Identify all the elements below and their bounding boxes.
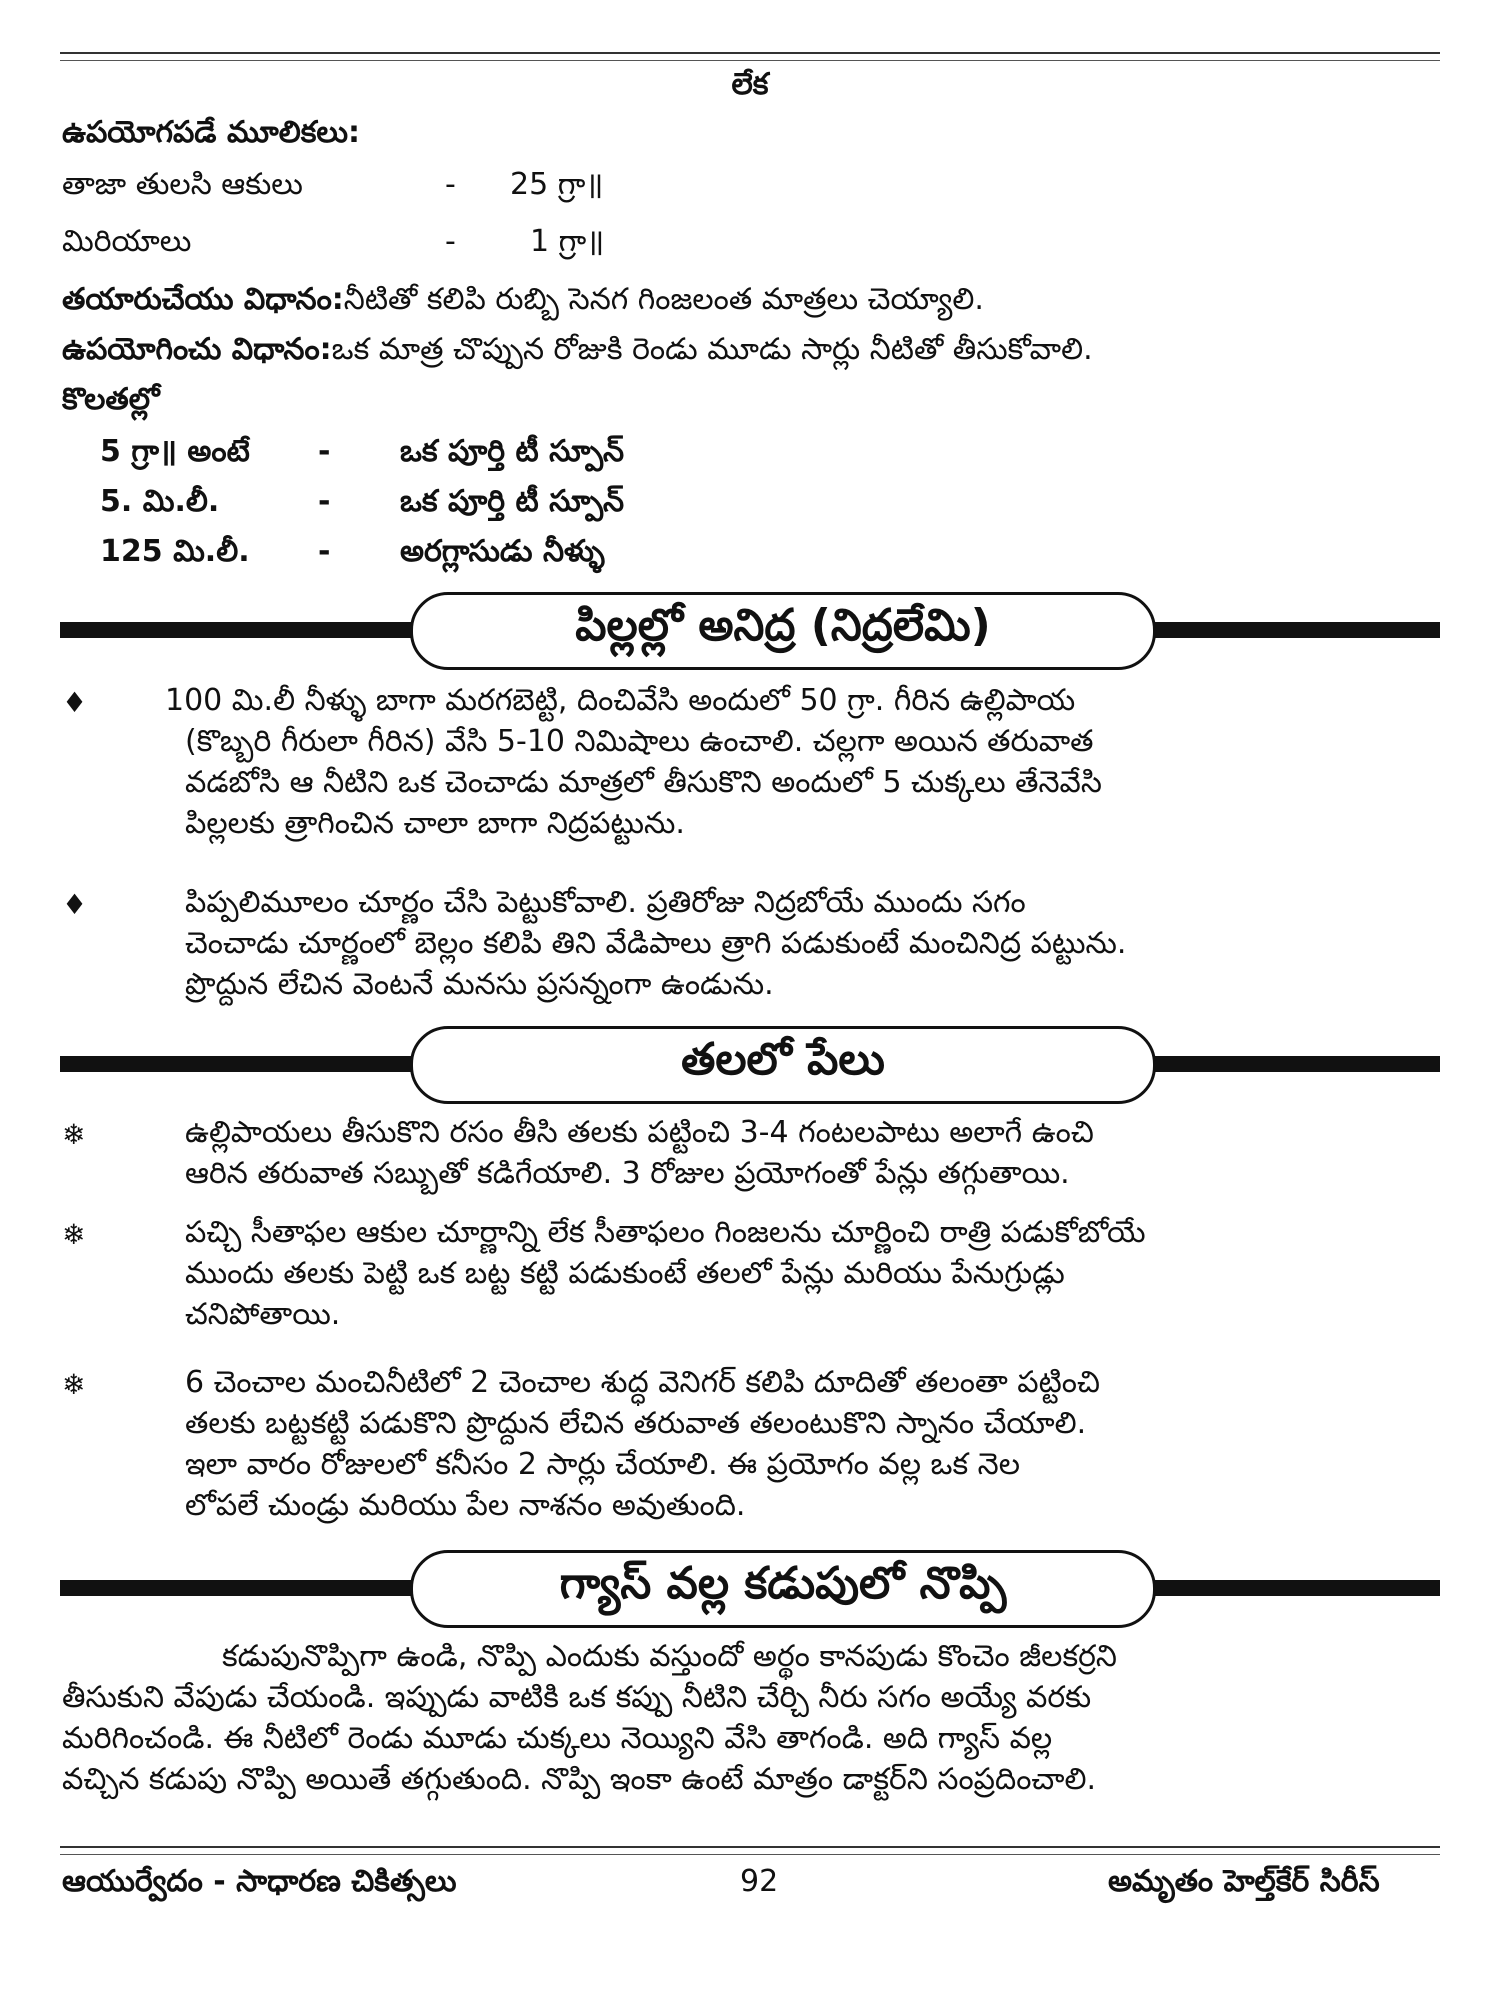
text-line: ఉల్లిపాయలు తీసుకొని రసం తీసి తలకు పట్టించి 3-4 గంటలపాటు అలాగే ఉంచి bbox=[185, 1115, 1094, 1150]
measure-dash: - bbox=[318, 484, 331, 519]
text-line: ఇలా వారం రోజులలో కనీసం 2 సార్లు చేయాలి. ఈ ప్రయోగం వల్ల ఒక నెల bbox=[185, 1447, 1020, 1482]
measures-heading: కొలతల్లో bbox=[62, 382, 160, 417]
text-line: తలకు బట్టకట్టి పడుకొని ప్రొద్దున లేచిన తరువాత తలంటుకొని స్నానం చేయాలి. bbox=[185, 1406, 1087, 1441]
snowflake-bullet-icon: ❄ bbox=[62, 1118, 86, 1151]
usage-label: ఉపయోగించు విధానం: bbox=[62, 332, 332, 367]
herb-dash: - bbox=[445, 224, 456, 259]
measure-equals: ఒక పూర్తి టీ స్పూన్ bbox=[400, 484, 625, 519]
bottom-rule-thin bbox=[60, 1854, 1440, 1855]
text-line: చెంచాడు చూర్ణంలో బెల్లం కలిపి తిని వేడిపాలు త్రాగి పడుకుంటే మంచినిద్ర పట్టును. bbox=[185, 926, 1127, 961]
text-line: (కొబ్బరి గీరులా గీరిన) వేసి 5-10 నిమిషాలు ఉంచాలి. చల్లగా అయిన తరువాత bbox=[185, 724, 1094, 759]
preparation-line bbox=[62, 280, 1462, 320]
footer-series-name: అమృతం హెల్త్‌కేర్ సిరీస్ bbox=[1108, 1864, 1380, 1899]
herb-qty: 25 గ్రా॥ bbox=[510, 167, 604, 202]
measure-amount: 5 గ్రా॥ అంటే bbox=[100, 434, 250, 469]
list-item bbox=[165, 680, 1445, 844]
list-item bbox=[185, 882, 1445, 1005]
herb-name: మిరియాలు bbox=[62, 224, 192, 259]
text-line: పచ్చి సీతాఫల ఆకుల చూర్ణాన్ని లేక సీతాఫలం గింజలను చూర్ణించి రాత్రి పడుకోబోయే bbox=[185, 1215, 1146, 1250]
text-line: మరిగించండి. ఈ నీటిలో రెండు మూడు చుక్కలు నెయ్యిని వేసి తాగండి. అది గ్యాస్ వల్ల bbox=[62, 1721, 1053, 1756]
text-line: 6 చెంచాల మంచినీటిలో 2 చెంచాల శుద్ధ వెనిగర్ కలిపి దూదితో తలంతా పట్టించి bbox=[185, 1365, 1100, 1400]
text-line: పిల్లలకు త్రాగించిన చాలా బాగా నిద్రపట్టును. bbox=[185, 806, 685, 841]
section-title: పిల్లల్లో అనిద్ర (నిద్రలేమి) bbox=[410, 592, 1156, 670]
bottom-rule bbox=[60, 1846, 1440, 1848]
list-item bbox=[185, 1112, 1445, 1194]
page-number: 92 bbox=[740, 1864, 779, 1899]
header-title: లేక bbox=[731, 67, 769, 102]
usage-text: ఒక మాత్ర చొప్పున రోజుకి రెండు మూడు సార్లు నీటితో తీసుకోవాలి. bbox=[331, 332, 1093, 367]
top-rule-thin bbox=[60, 60, 1440, 61]
snowflake-bullet-icon: ❄ bbox=[62, 1368, 86, 1401]
herb-dash: - bbox=[445, 167, 456, 202]
herb-qty: 1 గ్రా॥ bbox=[530, 224, 605, 259]
text-line: 100 మి.లీ నీళ్ళు బాగా మరగబెట్టి, దించివేసి అందులో 50 గ్రా. గీరిన ఉల్లిపాయ bbox=[165, 683, 1076, 718]
paragraph bbox=[62, 1636, 1442, 1800]
usage-line bbox=[62, 330, 1462, 370]
list-item bbox=[185, 1212, 1445, 1335]
text-line: ముందు తలకు పెట్టి ఒక బట్ట కట్టి పడుకుంటే తలలో పేన్లు మరియు పేనుగ్రుడ్లు bbox=[185, 1256, 1065, 1291]
drop-bullet-icon: ♦ bbox=[62, 888, 88, 921]
text-line: కడుపునొప్పిగా ఉండి, నొప్పి ఎందుకు వస్తుందో అర్థం కానపుడు కొంచెం జీలకర్రని bbox=[222, 1639, 1117, 1674]
herb-name: తాజా తులసి ఆకులు bbox=[62, 167, 303, 202]
preparation-label: తయారుచేయు విధానం: bbox=[62, 282, 344, 317]
snowflake-bullet-icon: ❄ bbox=[62, 1218, 86, 1251]
section-header-lice bbox=[60, 1026, 1440, 1102]
measure-amount: 125 మి.లీ. bbox=[100, 534, 250, 569]
text-line: వడబోసి ఆ నీటిని ఒక చెంచాడు మాత్రలో తీసుకొని అందులో 5 చుక్కలు తేనెవేసి bbox=[185, 765, 1102, 800]
text-line: తీసుకుని వేపుడు చేయండి. ఇప్పుడు వాటికి ఒక కప్పు నీటిని చేర్చి నీరు సగం అయ్యే వరకు bbox=[62, 1680, 1092, 1715]
text-line: ఆరిన తరువాత సబ్బుతో కడిగేయాలి. 3 రోజుల ప్రయోగంతో పేన్లు తగ్గుతాయి. bbox=[185, 1156, 1070, 1191]
footer-book-title: ఆయుర్వేదం - సాధారణ చికిత్సలు bbox=[62, 1864, 457, 1899]
section-title: తలలో పేలు bbox=[410, 1026, 1156, 1104]
list-item bbox=[185, 1362, 1445, 1526]
preparation-text: నీటితో కలిపి రుబ్బి సెనగ గింజలంత మాత్రలు చెయ్యాలి. bbox=[343, 282, 984, 317]
text-line: పిప్పలిమూలం చూర్ణం చేసి పెట్టుకోవాలి. ప్రతిరోజు నిద్రబోయే ముందు సగం bbox=[185, 885, 1026, 920]
herbs-heading: ఉపయోగపడే మూలికలు: bbox=[62, 115, 361, 150]
section-header-insomnia bbox=[60, 592, 1440, 668]
measure-dash: - bbox=[318, 434, 331, 469]
measure-equals: ఒక పూర్తి టీ స్పూన్ bbox=[400, 434, 625, 469]
measure-dash: - bbox=[318, 534, 331, 569]
text-line: లోపలే చుండ్రు మరియు పేల నాశనం అవుతుంది. bbox=[185, 1488, 746, 1523]
section-title: గ్యాస్ వల్ల కడుపులో నొప్పి bbox=[410, 1550, 1156, 1628]
text-line: వచ్చిన కడుపు నొప్పి అయితే తగ్గుతుంది. నొప్పి ఇంకా ఉంటే మాత్రం డాక్టర్‌ని సంప్రదించాలి. bbox=[62, 1762, 1097, 1797]
text-line: చనిపోతాయి. bbox=[185, 1297, 341, 1332]
measure-equals: అరగ్లాసుడు నీళ్ళు bbox=[400, 534, 605, 569]
section-header-gas-pain bbox=[60, 1550, 1440, 1626]
drop-bullet-icon: ♦ bbox=[62, 686, 88, 719]
top-rule bbox=[60, 52, 1440, 54]
text-line: ప్రొద్దున లేచిన వెంటనే మనసు ప్రసన్నంగా ఉండును. bbox=[185, 967, 774, 1002]
measure-amount: 5. మి.లీ. bbox=[100, 484, 220, 519]
